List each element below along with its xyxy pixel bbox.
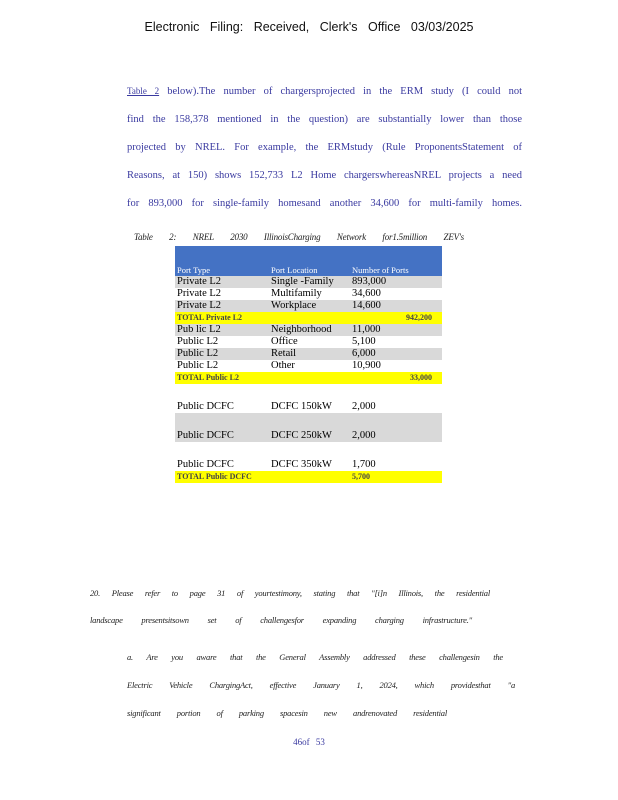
cell-port-location [269, 312, 350, 324]
cell-port-type: Public DCFC [175, 384, 269, 413]
cell-port-location: Office [269, 336, 350, 348]
cell-port-type: Public DCFC [175, 413, 269, 442]
cell-port-type: Public L2 [175, 348, 269, 360]
cell-port-location [269, 372, 350, 384]
table-row [175, 413, 442, 442]
cell-total: 942,200 [395, 312, 442, 324]
cell-number-of-ports: 10,900 [350, 360, 395, 372]
cell-total [395, 442, 442, 471]
cell-number-of-ports: 893,000 [350, 276, 395, 288]
table-header-row [175, 246, 442, 276]
charger-table [175, 246, 442, 483]
question-a-line: a. Are you aware that the General Assembly addressed these challengesin the [127, 652, 503, 662]
cell-number-of-ports [350, 312, 395, 324]
table-row [175, 384, 442, 413]
paragraph-line: projected by NREL. For example, the ERMstudy (Rule ProponentsStatement of [127, 142, 522, 153]
cell-number-of-ports: 11,000 [350, 324, 395, 336]
cell-number-of-ports: 5,700 [350, 471, 395, 483]
cell-port-type: Public DCFC [175, 442, 269, 471]
paragraph-line: Reasons, at 150) shows 152,733 L2 Home chargerswhereasNREL projects a need [127, 170, 522, 181]
cell-port-type: Public L2 [175, 360, 269, 372]
cell-number-of-ports: 2,000 [350, 413, 395, 442]
table-body [175, 276, 442, 483]
cell-port-location [269, 471, 350, 483]
cell-number-of-ports: 34,600 [350, 288, 395, 300]
cell-port-location: Retail [269, 348, 350, 360]
paragraph-line [127, 86, 522, 97]
table-row [175, 276, 442, 288]
header-number-of-ports: Number of Ports [350, 246, 442, 276]
paragraph-line: find the 158,378 mentioned in the question) are substantially lower than those [127, 114, 522, 125]
cell-port-type: TOTAL Public DCFC [175, 471, 269, 483]
cell-port-type: TOTAL Public L2 [175, 372, 269, 384]
cell-total [395, 300, 442, 312]
question-20-line: 20. Please refer to page 31 of yourtestimony, stating that "[i]n Illinois, the residential [90, 588, 490, 598]
question-a-line: Electric Vehicle ChargingAct, effective January 1, 2024, which providesthat "a [127, 680, 515, 690]
table-total-row [175, 312, 442, 324]
cell-port-location: DCFC 150kW [269, 384, 350, 413]
table-total-row [175, 372, 442, 384]
table-row [175, 336, 442, 348]
cell-number-of-ports [350, 372, 395, 384]
cell-number-of-ports: 6,000 [350, 348, 395, 360]
cell-port-location: Other [269, 360, 350, 372]
filing-header: Electronic Filing: Received, Clerk's Office 03/03/2025 [144, 20, 474, 34]
cell-port-type: Private L2 [175, 288, 269, 300]
cell-port-type: Public L2 [175, 336, 269, 348]
table-row [175, 442, 442, 471]
table-row [175, 288, 442, 300]
cell-total: 33,000 [395, 372, 442, 384]
table-row [175, 348, 442, 360]
cell-total [395, 471, 442, 483]
cell-port-type: Private L2 [175, 300, 269, 312]
table-row [175, 300, 442, 312]
paragraph-line: for 893,000 for single-family homesand another 34,600 for multi-family homes. [127, 198, 522, 209]
cell-total [395, 288, 442, 300]
cell-port-type: TOTAL Private L2 [175, 312, 269, 324]
cell-port-location: Neighborhood [269, 324, 350, 336]
cell-total [395, 413, 442, 442]
cell-total [395, 360, 442, 372]
page-number: 46of 53 [293, 737, 325, 747]
cell-number-of-ports: 2,000 [350, 384, 395, 413]
question-20-line: landscape presentsitsown set of challengesfor expanding charging infrastructure." [90, 615, 472, 625]
paragraph-line-text: below).The number of chargersprojected in the ERM study (I could not [167, 86, 523, 97]
table-reference-link: Table 2 [127, 86, 160, 96]
table-row [175, 360, 442, 372]
header-port-location: Port Location [269, 246, 350, 276]
cell-port-location: DCFC 250kW [269, 413, 350, 442]
cell-port-location: DCFC 350kW [269, 442, 350, 471]
cell-port-location: Multifamily [269, 288, 350, 300]
cell-total [395, 348, 442, 360]
table-caption: Table 2: NREL 2030 IllinoisCharging Network for1.5million ZEV's [134, 232, 464, 242]
cell-total [395, 384, 442, 413]
header-port-type: Port Type [175, 246, 269, 276]
cell-total [395, 276, 442, 288]
cell-port-type: Private L2 [175, 276, 269, 288]
table-total-row [175, 471, 442, 483]
cell-port-type: Pub lic L2 [175, 324, 269, 336]
cell-number-of-ports: 1,700 [350, 442, 395, 471]
cell-port-location: Single -Family [269, 276, 350, 288]
cell-number-of-ports: 5,100 [350, 336, 395, 348]
cell-number-of-ports: 14,600 [350, 300, 395, 312]
table-row [175, 324, 442, 336]
question-a-line: significant portion of parking spacesin new andrenovated residential [127, 708, 447, 718]
cell-port-location: Workplace [269, 300, 350, 312]
cell-total [395, 324, 442, 336]
cell-total [395, 336, 442, 348]
